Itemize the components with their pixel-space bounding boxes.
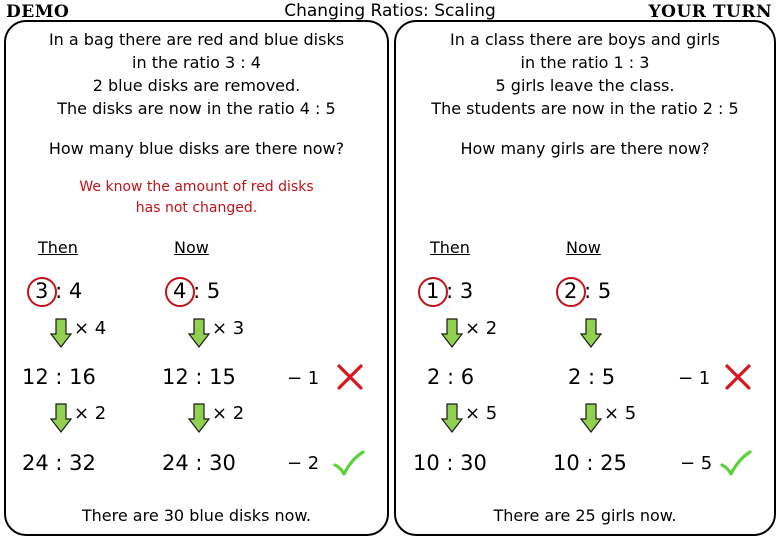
turn-row1-now: 2 : 5 bbox=[568, 365, 616, 389]
question-line: The disks are now in the ratio 4 : 5 bbox=[57, 99, 336, 118]
down-arrow-icon bbox=[580, 403, 602, 433]
ratio-rest: : 5 bbox=[193, 279, 221, 303]
ratio-first-part: 4 bbox=[173, 279, 187, 303]
question-line: in the ratio 1 : 3 bbox=[520, 53, 650, 72]
turn-row2-then: 10 : 30 bbox=[413, 451, 487, 475]
turn-row1-diff: − 1 bbox=[678, 368, 711, 389]
demo-then-ratio bbox=[35, 279, 82, 303]
down-arrow-icon bbox=[50, 403, 72, 433]
demo-tag: DEMO bbox=[6, 2, 70, 22]
down-arrow-icon bbox=[50, 318, 72, 348]
multiplier-label: × 2 bbox=[212, 403, 245, 424]
cross-icon bbox=[337, 364, 363, 390]
turn-row2-now: 10 : 25 bbox=[553, 451, 627, 475]
multiplier-label: × 2 bbox=[465, 318, 498, 339]
question-line: In a bag there are red and blue disks bbox=[48, 30, 345, 49]
multiplier-label: × 5 bbox=[465, 403, 498, 424]
question-line: 2 blue disks are removed. bbox=[92, 76, 301, 95]
question-line: in the ratio 3 : 4 bbox=[132, 53, 261, 72]
demo-row1-then: 12 : 16 bbox=[22, 365, 96, 389]
question-line: In a class there are boys and girls bbox=[450, 30, 720, 49]
ratio-rest: : 3 bbox=[446, 279, 474, 303]
turn-now-heading: Now bbox=[566, 238, 601, 257]
demo-row2-then: 24 : 32 bbox=[22, 451, 96, 475]
down-arrow-icon bbox=[188, 318, 210, 348]
check-icon bbox=[333, 450, 365, 476]
your-turn-tag: YOUR TURN bbox=[648, 2, 772, 22]
demo-ask: How many blue disks are there now? bbox=[48, 139, 345, 158]
ratio-first-part: 3 bbox=[35, 279, 49, 303]
multiplier-label: × 2 bbox=[74, 403, 107, 424]
down-arrow-icon bbox=[580, 318, 602, 348]
check-icon bbox=[720, 450, 752, 476]
demo-then-heading: Then bbox=[38, 238, 78, 257]
down-arrow-icon bbox=[188, 403, 210, 433]
demo-now-heading: Now bbox=[174, 238, 209, 257]
turn-conclusion: There are 25 girls now. bbox=[493, 506, 677, 525]
demo-conclusion: There are 30 blue disks now. bbox=[81, 506, 312, 525]
multiplier-label: × 5 bbox=[604, 403, 637, 424]
demo-row1-now: 12 : 15 bbox=[162, 365, 236, 389]
turn-row1-then: 2 : 6 bbox=[427, 365, 475, 389]
question-line: 5 girls leave the class. bbox=[495, 76, 675, 95]
turn-now-ratio bbox=[564, 279, 611, 303]
question-line: The students are now in the ratio 2 : 5 bbox=[431, 99, 739, 118]
demo-row2-now: 24 : 30 bbox=[162, 451, 236, 475]
turn-then-ratio bbox=[426, 279, 473, 303]
demo-now-ratio bbox=[173, 279, 220, 303]
demo-row1-diff: − 1 bbox=[287, 368, 320, 389]
multiplier-label: × 3 bbox=[212, 318, 245, 339]
turn-row2-diff: − 5 bbox=[680, 453, 713, 474]
turn-ask: How many girls are there now? bbox=[460, 139, 710, 158]
ratio-first-part: 2 bbox=[564, 279, 578, 303]
down-arrow-icon bbox=[441, 318, 463, 348]
multiplier-label: × 4 bbox=[74, 318, 107, 339]
page-title: Changing Ratios: Scaling bbox=[284, 1, 496, 21]
ratio-rest: : 4 bbox=[55, 279, 83, 303]
demo-row2-diff: − 2 bbox=[287, 453, 320, 474]
ratio-rest: : 5 bbox=[584, 279, 612, 303]
turn-then-heading: Then bbox=[430, 238, 470, 257]
cross-icon bbox=[725, 364, 751, 390]
demo-note-line: has not changed. bbox=[135, 200, 258, 216]
demo-note-line: We know the amount of red disks bbox=[79, 179, 314, 195]
ratio-first-part: 1 bbox=[426, 279, 440, 303]
down-arrow-icon bbox=[441, 403, 463, 433]
